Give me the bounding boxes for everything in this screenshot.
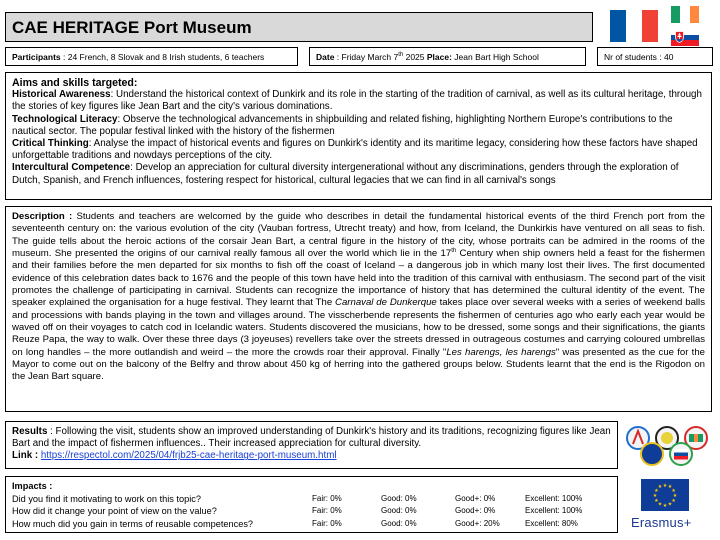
impact-row [12, 493, 611, 506]
flag-stripe [671, 6, 680, 23]
date-label: Date [316, 52, 335, 62]
place-value: Jean Bart High School [451, 52, 539, 62]
eu-star-icon: ★ [657, 501, 663, 508]
france-flag-icon [610, 10, 658, 42]
aim-label: Critical Thinking [12, 138, 89, 150]
impact-goodplus: Good+: 20% [455, 518, 500, 528]
aim-label: Technological Literacy [12, 113, 118, 125]
date-year: 2025 [403, 52, 427, 62]
eu-star-icon: ★ [671, 487, 676, 494]
results-body: : Following the visit, students show an improved understanding of Dunkirk's history and its traditions, recognizing figures like Jean Bart and the impact of fishermen influences.. Their increased appreciation for cultural diversity. [12, 426, 611, 450]
aim-item [12, 89, 705, 113]
slovakia-flag-icon [671, 29, 699, 46]
aim-text: : Develop an appreciation for cultural diversity intergenerational without any discriminations, genders through the exploration of Dutch, Spanish, and French influences, fostering respect for historical, cultural legacies that we can find in all carnival's songs [12, 162, 679, 186]
description-part: " was presented as the cue for the Mayor to come out on the balcony of the Belfry and throw about 450 kg of herring into the gathered groups below. Students learnt that the end is the Rigodon on the Jean Bart square. [12, 346, 706, 383]
description-text [12, 211, 705, 384]
aim-text: : Understand the historical context of Dunkirk and its role in the starting of the tradition of carnival, as well as its cultural heritage, through the stories of key figures like Jean Bart and the city's various dominations. [12, 89, 702, 113]
flag-stripe [626, 10, 642, 42]
eu-star-icon: ★ [654, 487, 659, 494]
impact-goodplus: Good+: 0% [455, 506, 496, 515]
impacts-title: Impacts : [12, 481, 53, 491]
results-section [5, 421, 618, 469]
aim-label: Intercultural Competence [12, 162, 131, 174]
impact-good: Good: 0% [381, 518, 417, 528]
results-text [12, 426, 611, 450]
description-part: takes place over several weeks with a series of weekend balls and processions with bands playing in the town and villages around. The visscherbende represents the fishermen of centuries ago who early each year would be waved off on their voyages to catch cod in Icelandic waters. Students discovered the musicians, how to be dressed, some songs and their significations, the giants Reuze Papa, the way to walk. Over these three days (3 joyeuses) revellers take over the streets dressed in outrageous costumes and carrying coloured umbrellas on long handles – the more outlandish and weird – the more the crowds roar their approval. Finally " [12, 297, 705, 358]
title-box [5, 12, 593, 42]
impacts-section [5, 476, 618, 533]
link-label: Link : [12, 450, 39, 462]
impact-goodplus: Good+: 0% [455, 493, 496, 503]
flag-stripe [680, 6, 689, 23]
description-sup: th [451, 247, 457, 254]
impact-good: Good: 0% [381, 506, 417, 515]
impact-excellent: Excellent: 100% [525, 493, 583, 503]
eu-flag-icon [641, 479, 689, 511]
date-box [309, 47, 586, 66]
flag-stripe [642, 10, 658, 42]
eu-star-icon: ★ [667, 484, 673, 491]
ireland-flag-icon [671, 6, 699, 23]
aims-section [5, 72, 712, 200]
slovakia-shield-icon [675, 31, 684, 43]
aim-text: : Analyse the impact of historical events and figures on Dunkirk's identity and its maritime legacy, considering how these factors have shaped unforgettable traditions and nowdays perceptions of the city. [12, 138, 698, 162]
erasmus-plus-label: Erasmus+ [631, 515, 692, 530]
flag-stripe [610, 10, 626, 42]
aim-text: : Observe the technological advancements in shipbuilding and related fishing, highlighting Northern Europe's contributions to the nautical sector. The popular festival linked with the history of the fishermen [12, 113, 673, 137]
participants-box [5, 47, 298, 66]
impact-fair: Fair: 0% [312, 506, 342, 515]
eu-star-icon: ★ [657, 484, 663, 491]
eu-star-icon: ★ [662, 482, 668, 489]
participants-value: : 24 French, 8 Slovak and 8 Irish students, 6 teachers [60, 52, 265, 62]
students-count: Nr of students : 40 [604, 52, 674, 62]
impact-row [12, 505, 611, 518]
eu-star-icon: ★ [667, 501, 673, 508]
eu-star-icon: ★ [662, 502, 668, 509]
eu-star-icon: ★ [672, 492, 678, 499]
aim-item [12, 114, 705, 138]
impact-excellent: Excellent: 100% [525, 506, 583, 515]
students-count-box [597, 47, 713, 66]
results-link[interactable]: https://respectol.com/2025/04/frjb25-cae-heritage-port-museum.html [40, 450, 337, 462]
date-value: : Friday March 7 [334, 52, 399, 62]
aim-label: Historical Awareness [12, 89, 111, 101]
description-part: Students and teachers are welcomed by the guide who describes in detail the fundamental historical events of the third French port from the seventeenth century on: the various evolution of the city (Vauban fortress, Utrecht treaty) and how, from Iceland, the Dunkirkis have ventured on all seas to fish. The guide tells about the heroic actions of the corsair Jean Bart, a central figure in the history of the city, whose portraits can be admired in the rooms of the museum. She presented the origins of our carnival really famous all over the world which lie in the 17 [12, 211, 705, 260]
impact-question: How did it change your point of view on the value? [12, 506, 217, 516]
eu-star-icon: ★ [654, 497, 659, 504]
eu-star-icon: ★ [652, 492, 658, 499]
aim-item [12, 138, 705, 162]
page-title: CAE HERITAGE Port Museum [12, 18, 252, 37]
description-italic: Les harengs, les harengs [446, 346, 556, 358]
impact-fair: Fair: 0% [312, 493, 342, 503]
participants-label: Participants [12, 52, 61, 62]
date-sup: th [398, 52, 404, 59]
impact-row [12, 518, 611, 531]
description-section [5, 206, 712, 412]
aim-item [12, 162, 705, 186]
results-link-line [12, 450, 611, 462]
impact-question: Did you find it motivating to work on this topic? [12, 493, 201, 504]
flag-stripe [690, 6, 699, 23]
description-part: Century when ship owners held a feast for the fishermen and their families before the men departed for six months to fish off the coast of Iceland – a dangerous job in which many lost their lives. The first documented evidence of this celebration dates back to 1676 and the people of this town have held into the tradition of this carnival with enthusiasm. The second part of the visit promotes the challenge of participating in carnival. Students can recognize the importance of history that has determined the cultural identity of the event. The speaker explained the organisation for a huge festival. They learnt that The [12, 248, 705, 309]
olympic-rings-logo-icon [625, 423, 715, 469]
description-label: Description : [12, 211, 73, 222]
eu-star-icon: ★ [671, 497, 676, 504]
aims-title: Aims and skills targeted: [12, 77, 138, 89]
place-label: Place: [426, 52, 452, 62]
impact-good: Good: 0% [381, 493, 417, 503]
description-italic: Carnaval de Dunkerque [335, 297, 437, 309]
impact-excellent: Excellent: 80% [525, 518, 578, 528]
impact-fair: Fair: 0% [312, 518, 342, 528]
impact-question: How much did you gain in terms of reusable competences? [12, 518, 254, 529]
results-label: Results [12, 426, 48, 437]
